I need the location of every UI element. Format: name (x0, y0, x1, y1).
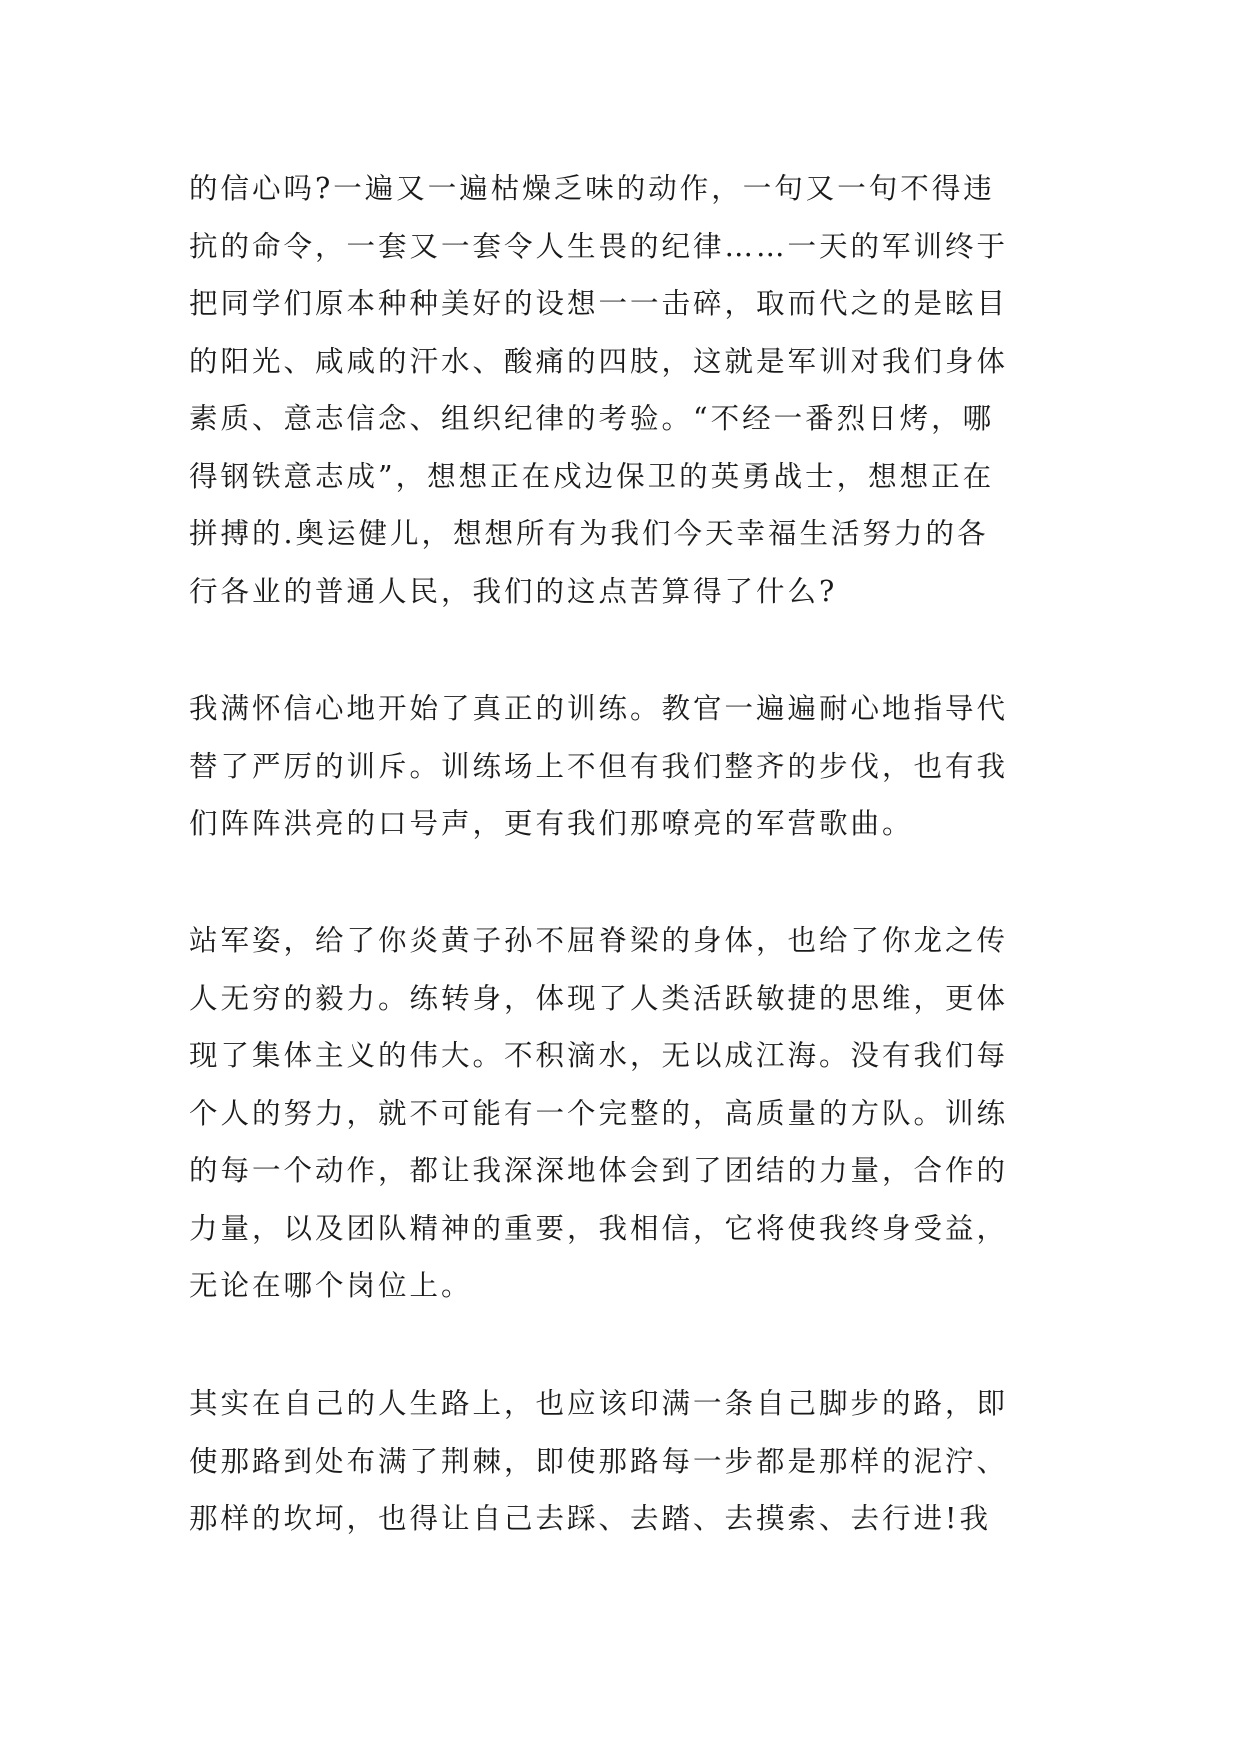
paragraph-line: 我满怀信心地开始了真正的训练。教官一遍遍耐心地指导代 (189, 692, 1009, 725)
paragraph-line: 们阵阵洪亮的口号声，更有我们那嘹亮的军营歌曲。 (189, 807, 914, 840)
paragraph-line: 素质、意志信念、组织纪律的考验。“不经一番烈日烤，哪 (189, 402, 995, 435)
paragraph-line: 其实在自己的人生路上，也应该印满一条自己脚步的路，即 (189, 1387, 1009, 1420)
paragraph-line: 站军姿，给了你炎黄子孙不屈脊梁的身体，也给了你龙之传 (189, 924, 1009, 957)
paragraph-line: 的信心吗?一遍又一遍枯燥乏味的动作，一句又一句不得违 (189, 172, 995, 205)
paragraph-line: 得钢铁意志成”，想想正在戍边保卫的英勇战士，想想正在 (189, 459, 995, 493)
paragraph-line: 个人的努力，就不可能有一个完整的，高质量的方队。训练 (189, 1096, 1009, 1130)
paragraph-line: 把同学们原本种种美好的设想一一击碎，取而代之的是眩目 (189, 287, 1009, 320)
paragraph-line: 现了集体主义的伟大。不积滴水，无以成江海。没有我们每 (189, 1039, 1009, 1072)
paragraph-line: 人无穷的毅力。练转身，体现了人类活跃敏捷的思维，更体 (189, 981, 1009, 1015)
paragraph-line: 行各业的普通人民，我们的这点苦算得了什么? (189, 574, 838, 608)
paragraph-line: 使那路到处布满了荆棘，即使那路每一步都是那样的泥泞、 (189, 1444, 1009, 1478)
paragraph-line: 无论在哪个岗位上。 (189, 1269, 473, 1302)
paragraph-line: 力量，以及团队精神的重要，我相信，它将使我终身受益， (189, 1211, 1009, 1245)
paragraph-3 (189, 912, 1059, 1315)
paragraph-1 (189, 160, 1059, 620)
paragraph-line: 替了严厉的训斥。训练场上不但有我们整齐的步伐，也有我 (189, 749, 1009, 783)
paragraph-4 (189, 1375, 1059, 1548)
paragraph-line: 抗的命令，一套又一套令人生畏的纪律……一天的军训终于 (189, 229, 1009, 263)
paragraph-2 (189, 680, 1059, 853)
paragraph-line: 的每一个动作，都让我深深地体会到了团结的力量，合作的 (189, 1154, 1009, 1187)
paragraph-line: 的阳光、咸咸的汗水、酸痛的四肢，这就是军训对我们身体 (189, 344, 1009, 378)
paragraph-line: 那样的坎坷，也得让自己去踩、去踏、去摸索、去行进!我 (189, 1502, 991, 1535)
paragraph-line: 拼搏的.奥运健儿，想想所有为我们今天幸福生活努力的各 (189, 517, 989, 550)
